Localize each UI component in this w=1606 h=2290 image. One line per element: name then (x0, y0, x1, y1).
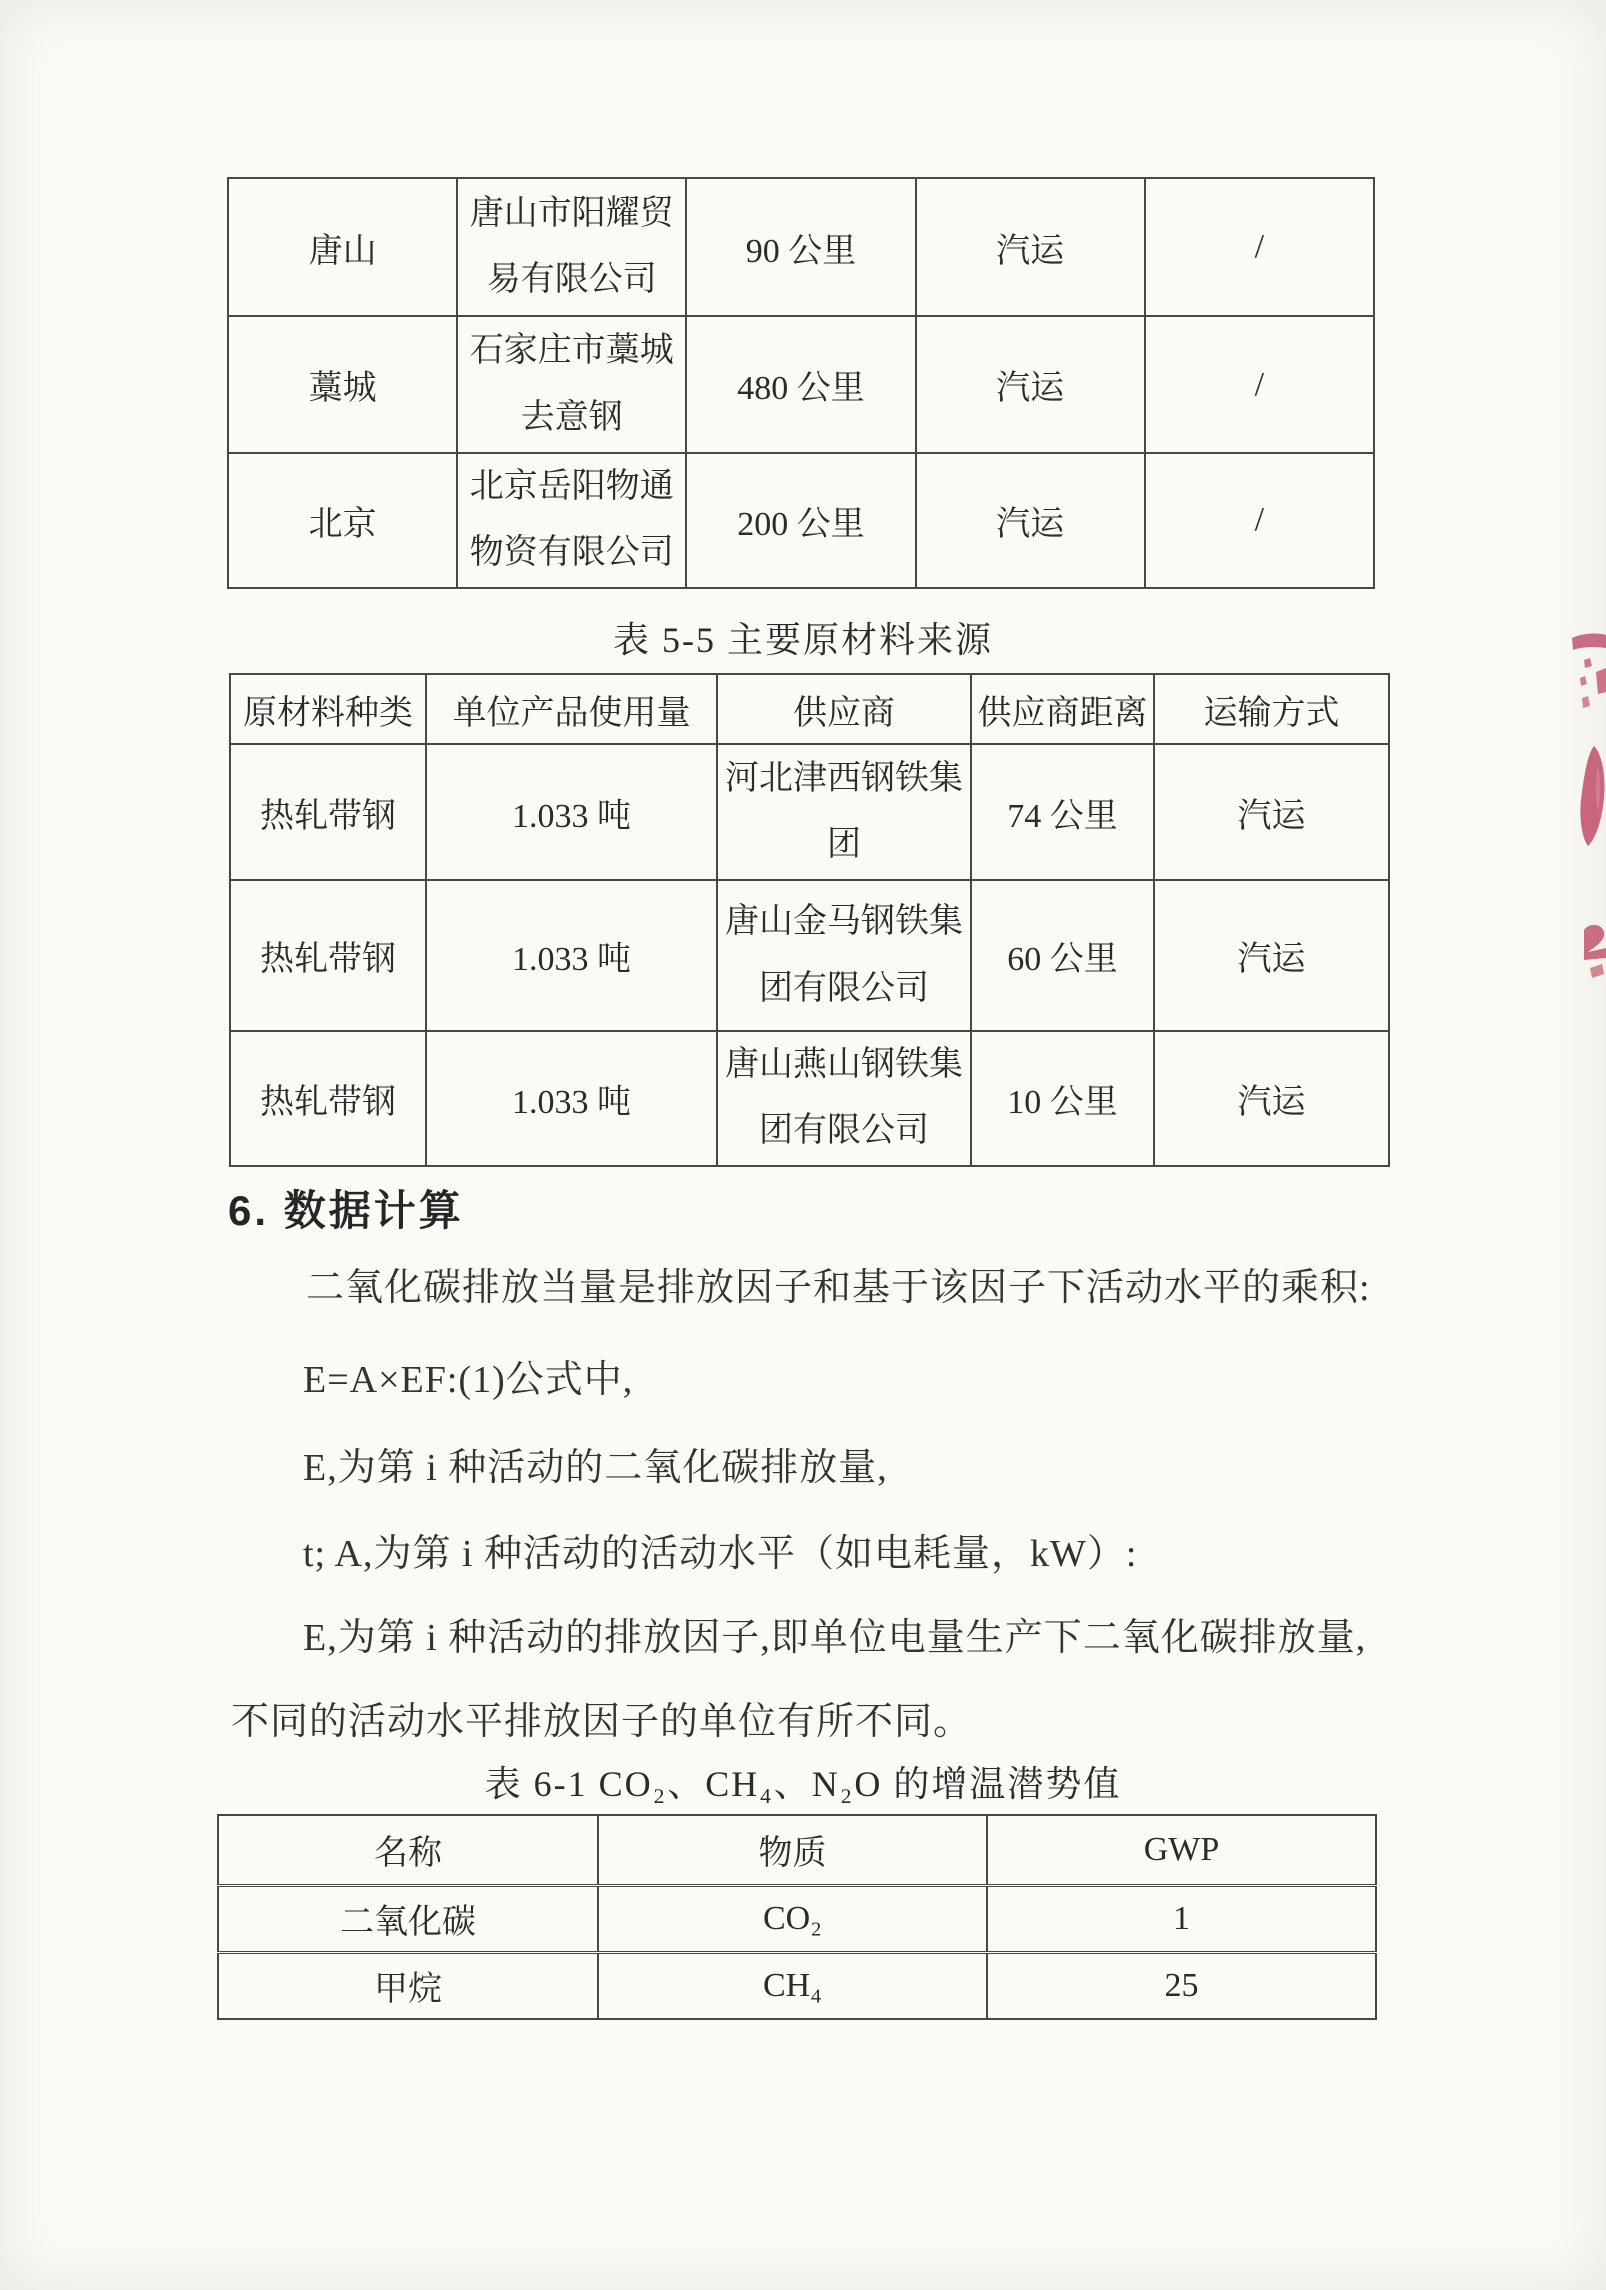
table-6-1-caption: 表 6-1 CO₂、CH₄、N₂O 的增温潜势值 (484, 1764, 1122, 1804)
header-cell: 运输方式 (1154, 674, 1389, 744)
transport-cell: 汽运 (1154, 880, 1389, 1031)
distance-cell: 480 公里 (686, 316, 915, 453)
usage-cell: 1.033 吨 (426, 880, 717, 1031)
company-cell: 北京岳阳物通物资有限公司 (457, 453, 686, 588)
paragraph-line: E,为第 i 种活动的排放因子,即单位电量生产下二氧化碳排放量, (303, 1617, 1367, 1659)
header-cell: 名称 (218, 1815, 598, 1885)
table-header-row (218, 1815, 1376, 1885)
supplier-cell: 河北津西钢铁集团 (717, 744, 971, 880)
header-cell: 供应商 (717, 674, 971, 744)
note-cell: / (1145, 178, 1374, 316)
distance-cell: 10 公里 (971, 1031, 1154, 1166)
supplier-cell: 唐山金马钢铁集团有限公司 (717, 880, 971, 1031)
paragraph-line: E=A×EF:(1)公式中, (303, 1359, 634, 1401)
material-cell: 热轧带钢 (230, 744, 426, 880)
table-row (218, 1952, 1376, 2019)
company-cell: 唐山市阳耀贸易有限公司 (457, 178, 686, 316)
transport-cell: 汽运 (916, 453, 1145, 588)
paragraph-line: 二氧化碳排放当量是排放因子和基于该因子下活动水平的乘积: (306, 1267, 1371, 1309)
supplier-origin-table (227, 177, 1375, 589)
distance-cell: 74 公里 (971, 744, 1154, 880)
paragraph-line: E,为第 i 种活动的二氧化碳排放量, (303, 1447, 888, 1489)
paragraph-line: 不同的活动水平排放因子的单位有所不同。 (231, 1701, 973, 1743)
red-stamp-fragment-middle (1578, 746, 1606, 850)
distance-cell: 60 公里 (971, 880, 1154, 1031)
header-cell: GWP (987, 1815, 1376, 1885)
header-cell: 供应商距离 (971, 674, 1154, 744)
header-cell: 原材料种类 (230, 674, 426, 744)
transport-cell: 汽运 (916, 316, 1145, 453)
red-stamp-fragment-bottom (1580, 922, 1606, 980)
distance-cell: 200 公里 (686, 453, 915, 588)
supplier-cell: 唐山燕山钢铁集团有限公司 (717, 1031, 971, 1166)
table-row (228, 453, 1374, 588)
material-cell: 热轧带钢 (230, 880, 426, 1031)
red-stamp-fragment-top (1570, 632, 1606, 718)
table-row (218, 1885, 1376, 1952)
table-5-5-caption: 表 5-5 主要原材料来源 (613, 620, 993, 660)
company-cell: 石家庄市藁城去意钢 (457, 316, 686, 453)
usage-cell: 1.033 吨 (426, 1031, 717, 1166)
paragraph-line: t; A,为第 i 种活动的活动水平（如电耗量，kW）: (303, 1533, 1138, 1575)
raw-material-source-table (229, 673, 1390, 1167)
table-row (230, 1031, 1389, 1166)
section-heading: 6. 数据计算 (228, 1187, 464, 1234)
table-row (228, 178, 1374, 316)
table-header-row (230, 674, 1389, 744)
gas-name-cell: 甲烷 (218, 1952, 598, 2019)
usage-cell: 1.033 吨 (426, 744, 717, 880)
material-cell: 热轧带钢 (230, 1031, 426, 1166)
header-cell: 单位产品使用量 (426, 674, 717, 744)
transport-cell: 汽运 (1154, 744, 1389, 880)
note-cell: / (1145, 316, 1374, 453)
transport-cell: 汽运 (916, 178, 1145, 316)
table-row (228, 316, 1374, 453)
formula-cell: CH₄ (598, 1952, 987, 2019)
table-row (230, 880, 1389, 1031)
city-cell: 北京 (228, 453, 457, 588)
header-cell: 物质 (598, 1815, 987, 1885)
formula-cell: CO₂ (598, 1885, 987, 1952)
distance-cell: 90 公里 (686, 178, 915, 316)
city-cell: 藁城 (228, 316, 457, 453)
note-cell: / (1145, 453, 1374, 588)
gas-name-cell: 二氧化碳 (218, 1885, 598, 1952)
city-cell: 唐山 (228, 178, 457, 316)
gwp-value-cell: 25 (987, 1952, 1376, 2019)
gwp-table (217, 1814, 1377, 2020)
table-row (230, 744, 1389, 880)
gwp-value-cell: 1 (987, 1885, 1376, 1952)
transport-cell: 汽运 (1154, 1031, 1389, 1166)
